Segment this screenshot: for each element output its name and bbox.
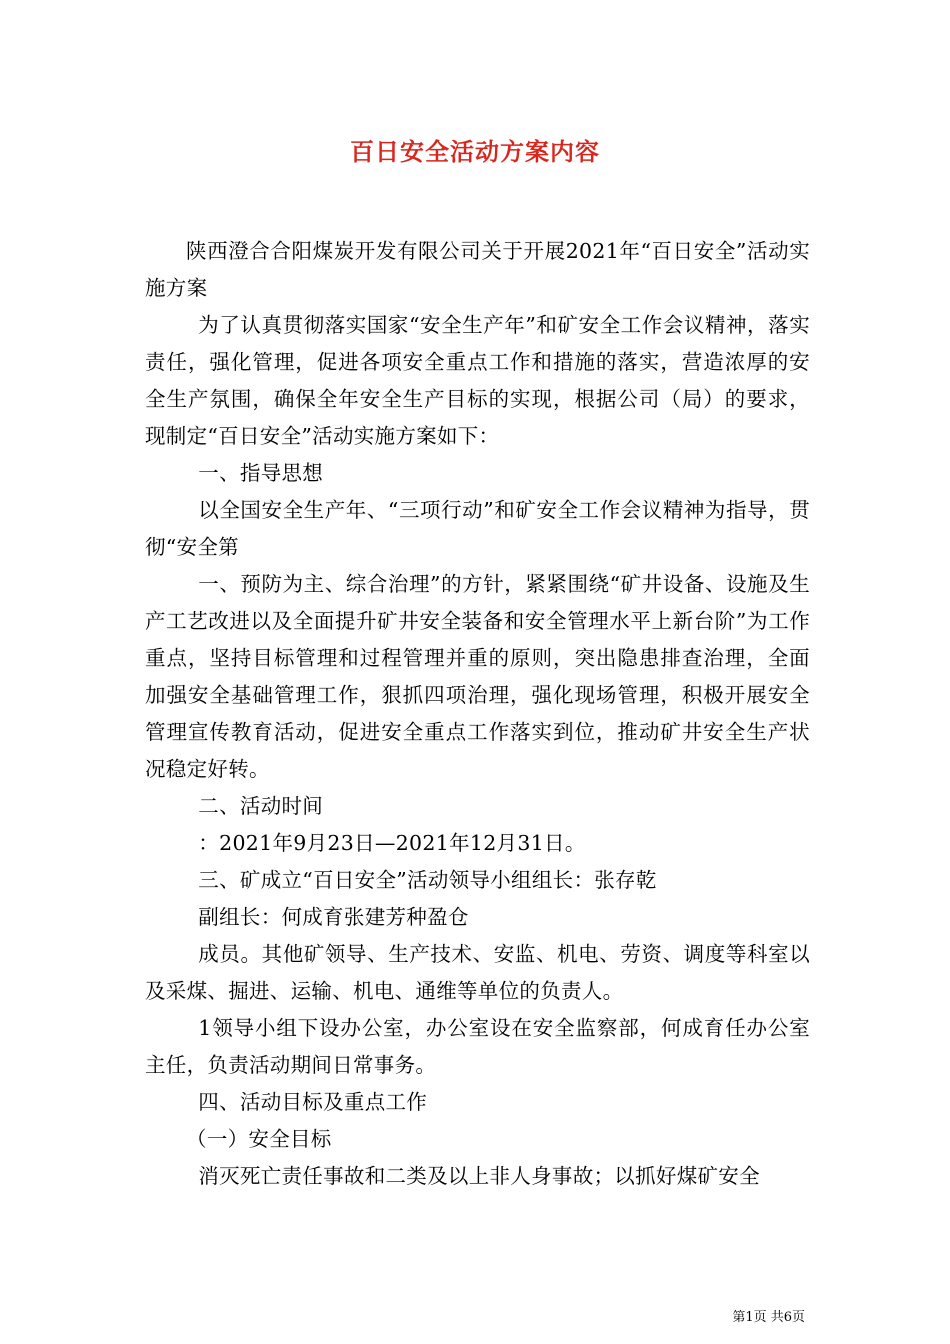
document-body <box>145 233 810 1195</box>
paragraph-intro: 为了认真贯彻落实国家“安全生产年”和矿安全工作会议精神，落实责任，强化管理，促进各项安全重点工作和措施的落实，营造浓厚的安全生产氛围，确保全年安全生产目标的实现，根据公司（局）的要求，现制定“百日安全”活动实施方案如下： <box>145 313 810 448</box>
section-heading-activity-time: 二、活动时间 <box>198 794 324 818</box>
paragraph-members: 成员。其他矿领导、生产技术、安监、机电、劳资、调度等科室以及采煤、掘进、运输、机电、通维等单位的负责人。 <box>145 942 810 1003</box>
paragraph-guiding-ideology: 以全国安全生产年、“三项行动”和矿安全工作会议精神为指导，贯彻“安全第 <box>145 498 810 559</box>
page-number: 第1页 共6页 <box>732 1310 805 1325</box>
section-heading-leadership-group: 三、矿成立“百日安全”活动领导小组组长：张存乾 <box>198 868 657 892</box>
paragraph-policy: 一、预防为主、综合治理”的方针，紧紧围绕“矿井设备、设施及生产工艺改进以及全面提升矿井安全装备和安全管理水平上新台阶”为工作重点，坚持目标管理和过程管理并重的原则，突出隐患排查治理，全面加强安全基础管理工作，狠抓四项治理，强化现场管理，积极开展安全管理宣传教育活动，促进安全重点工作落实到位，推动矿井安全生产状况稳定好转。 <box>145 572 810 781</box>
paragraph-activity-time: ：2021年9月23日—2021年12月31日。 <box>198 831 586 855</box>
paragraph-safety-goals: 消灭死亡责任事故和二类及以上非人身事故；以抓好煤矿安全 <box>198 1164 760 1188</box>
paragraph-office: 1领导小组下设办公室，办公室设在安全监察部，何成育任办公室主任，负责活动期间日常事务。 <box>145 1016 810 1077</box>
section-heading-goals: 四、活动目标及重点工作 <box>198 1090 428 1114</box>
subsection-heading-safety-goals: （一）安全目标 <box>186 1127 332 1151</box>
paragraph-heading-company: 陕西澄合合阳煤炭开发有限公司关于开展2021年“百日安全”活动实施方案 <box>145 239 810 300</box>
document-title: 百日安全活动方案内容 <box>350 137 600 166</box>
paragraph-deputy-leaders: 副组长：何成育张建芳种盈仓 <box>198 905 469 929</box>
section-heading-guiding-ideology: 一、指导思想 <box>198 461 324 485</box>
